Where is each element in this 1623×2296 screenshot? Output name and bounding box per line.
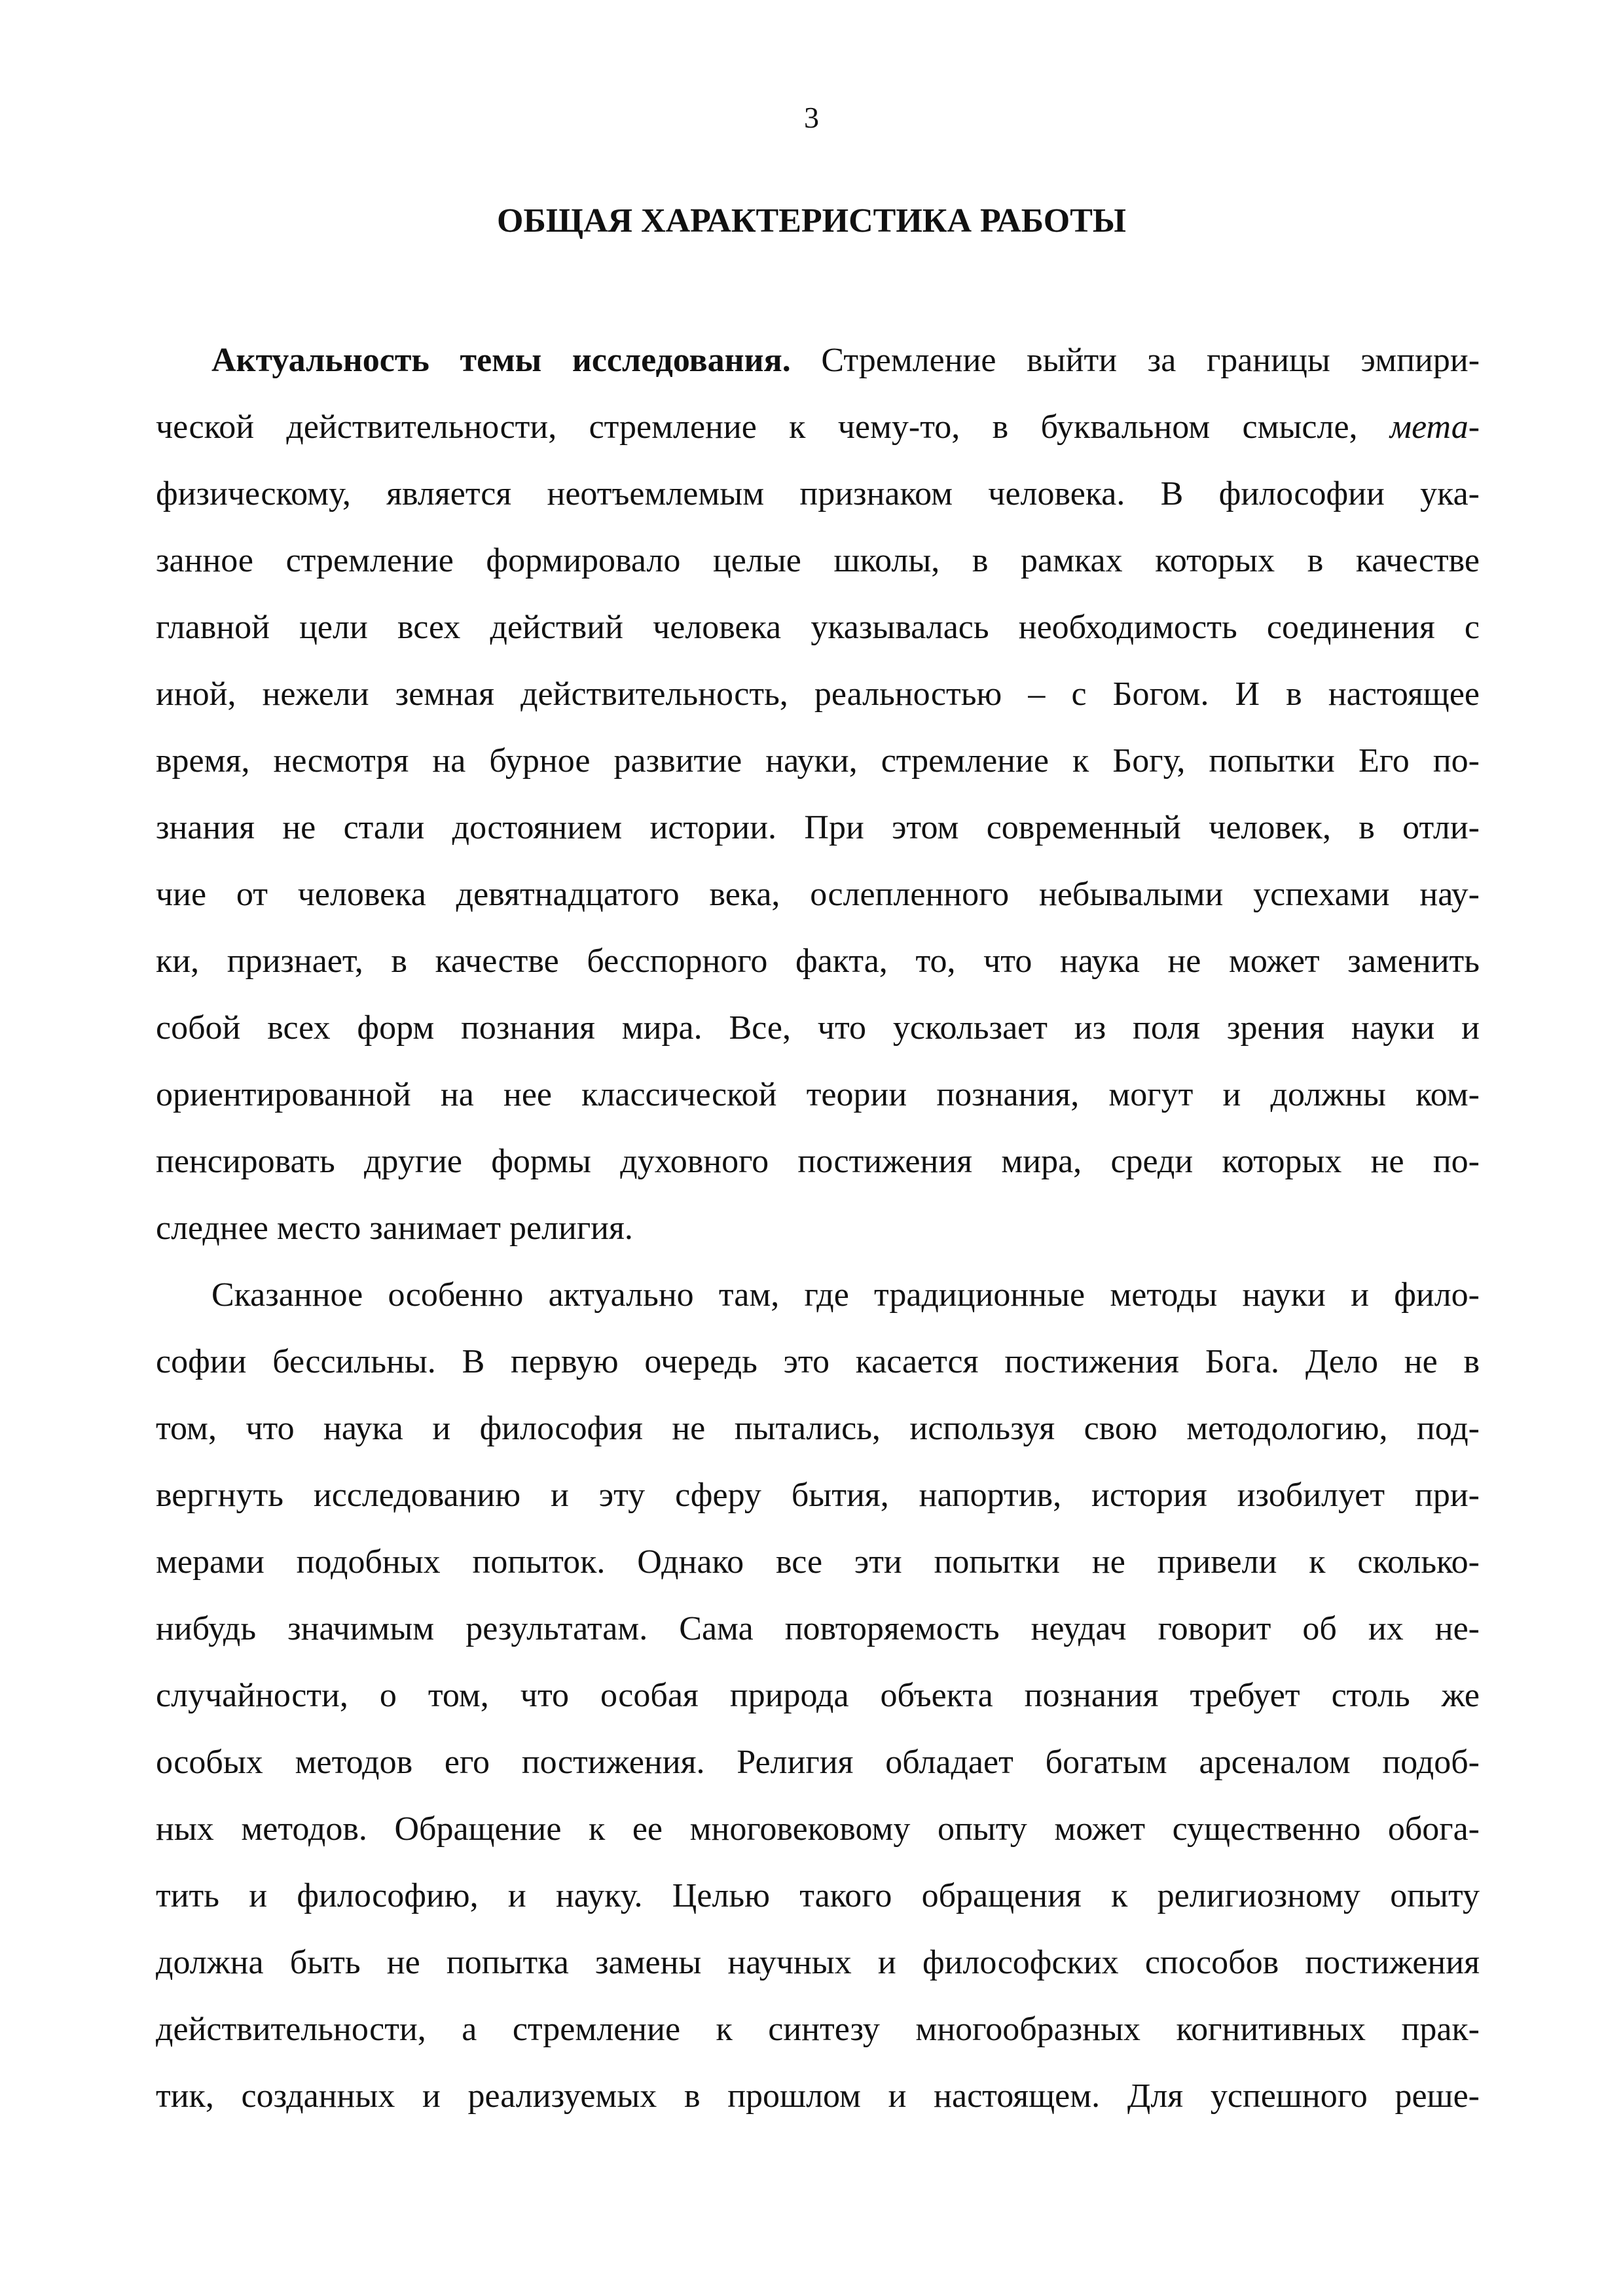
paragraph-1-line: иной, нежели земная действительность, реальностью – с Богом. И в настоящее	[156, 675, 1480, 713]
paragraph-1-line: собой всех форм познания мира. Все, что ускользает из поля зрения науки и	[156, 1009, 1480, 1047]
paragraph-1-line: занное стремление формировало целые школы, в рамках которых в качестве	[156, 542, 1480, 579]
paragraph-2-line: Сказанное особенно актуально там, где традиционные методы науки и фило-	[211, 1276, 1480, 1314]
paragraph-2-line: мерами подобных попыток. Однако все эти попытки не привели к сколько-	[156, 1543, 1480, 1581]
paragraph-2-line: действительности, а стремление к синтезу многообразных когнитивных прак-	[156, 2011, 1480, 2048]
paragraph-1-line: чие от человека девятнадцатого века, ослепленного небывалыми успехами нау-	[156, 876, 1480, 913]
paragraph-1-line: следнее место занимает религия.	[156, 1210, 633, 1247]
paragraph-1-line: главной цели всех действий человека указывалась необходимость соединения с	[156, 609, 1480, 646]
paragraph-1-line: физическому, является неотъемлемым признаком человека. В философии ука-	[156, 475, 1480, 512]
paragraph-1-line: ки, признает, в качестве бесспорного факта, то, что наука не может заменить	[156, 942, 1480, 980]
section-title: ОБЩАЯ ХАРАКТЕРИСТИКА РАБОТЫ	[497, 202, 1126, 240]
page-number: 3	[804, 101, 819, 134]
paragraph-2-line: том, что наука и философия не пытались, используя свою методологию, под-	[156, 1410, 1480, 1447]
paragraph-2-line: нибудь значимым результатам. Сама повторяемость неудач говорит об их не-	[156, 1610, 1480, 1647]
paragraph-2-line: должна быть не попытка замены научных и философских способов постижения	[156, 1944, 1480, 1981]
paragraph-1-line: время, несмотря на бурное развитие науки, стремление к Богу, попытки Его по-	[156, 742, 1480, 780]
paragraph-1-line: пенсировать другие формы духовного постижения мира, среди которых не по-	[156, 1143, 1480, 1180]
paragraph-1-line: ориентированной на нее классической теории познания, могут и должны ком-	[156, 1076, 1480, 1113]
paragraph-2-line: вергнуть исследованию и эту сферу бытия, напортив, история изобилует при-	[156, 1477, 1480, 1514]
paragraph-1-line	[156, 394, 1480, 461]
paragraph-1-line-1-text: Стремление выйти за границы эмпири-	[821, 342, 1480, 379]
paragraph-2-line: ных методов. Обращение к ее многовековому опыту может существенно обога-	[156, 1810, 1480, 1848]
paragraph-1-line: знания не стали достоянием истории. При этом современный человек, в отли-	[156, 809, 1480, 846]
paragraph-2-line: случайности, о том, что особая природа объекта познания требует столь же	[156, 1677, 1480, 1714]
paragraph-1-lead: Актуальность темы исследования.	[211, 342, 791, 379]
paragraph-2-line: тик, созданных и реализуемых в прошлом и настоящем. Для успешного реше-	[156, 2077, 1480, 2115]
paragraph-2-line: особых методов его постижения. Религия обладает богатым арсеналом подоб-	[156, 1744, 1480, 1781]
body-text	[156, 327, 1480, 2130]
paragraph-2-line: тить и философию, и науку. Целью такого обращения к религиозному опыту	[156, 1877, 1480, 1914]
paragraph-1-line	[156, 327, 1480, 394]
paragraph-2-line: софии бессильны. В первую очередь это касается постижения Бога. Дело не в	[156, 1343, 1480, 1380]
paragraph-1-italic-word: мета-	[1389, 408, 1480, 446]
paragraph-1-line-2-text: ческой действительности, стремление к чему-то, в буквальном смысле,	[156, 408, 1358, 446]
